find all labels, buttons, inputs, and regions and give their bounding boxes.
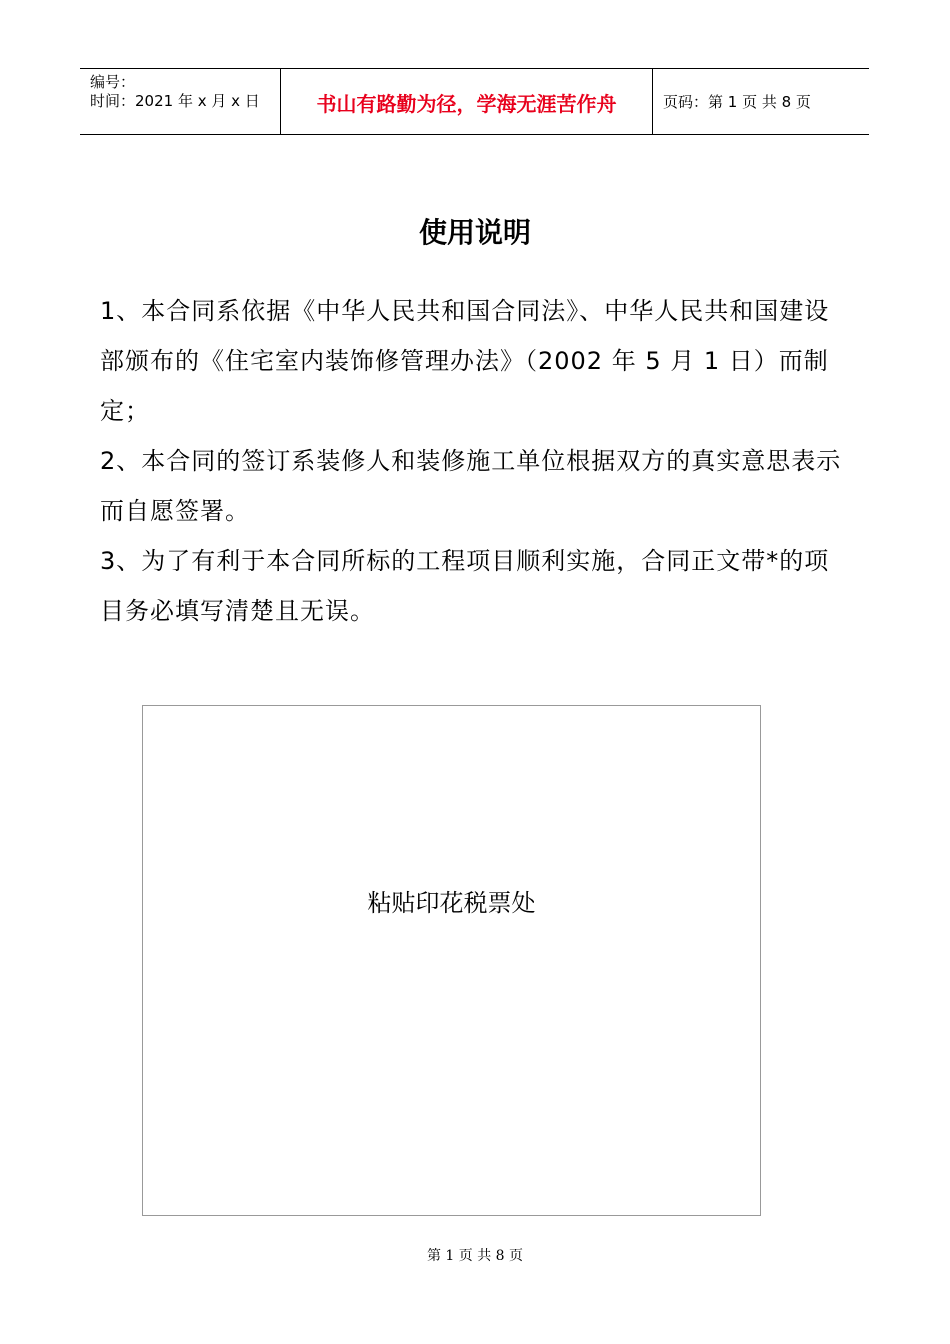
header-page-code: 页码：第 1 页 共 8 页 <box>663 93 811 111</box>
instruction-item-3: 3、为了有利于本合同所标的工程项目顺利实施，合同正文带*的项目务必填写清楚且无误。 <box>100 547 830 625</box>
header-motto: 书山有路勤为径，学海无涯苦作舟 <box>316 92 617 116</box>
header-meta-cell <box>80 69 281 134</box>
date-line: 时间：2021 年 x 月 x 日 <box>90 92 260 110</box>
page-footer: 第 1 页 共 8 页 <box>426 1248 524 1264</box>
serial-number-label: 编号： <box>90 73 136 91</box>
stamp-box-label: 粘贴印花税票处 <box>367 889 536 917</box>
page-header <box>80 68 869 135</box>
header-motto-cell <box>281 69 653 134</box>
instruction-item-2: 2、本合同的签订系装修人和装修施工单位根据双方的真实意思表示而自愿签署。 <box>100 447 842 525</box>
document-title: 使用说明 <box>418 216 531 249</box>
instruction-item-1: 1、本合同系依据《中华人民共和国合同法》、中华人民共和国建设部颁布的《住宅室内装饰修管理办法》（2002 年 5 月 1 日）而制定； <box>100 297 830 425</box>
instructions-list <box>100 286 852 636</box>
stamp-placement-box <box>142 705 761 1216</box>
header-page-cell <box>653 69 869 134</box>
